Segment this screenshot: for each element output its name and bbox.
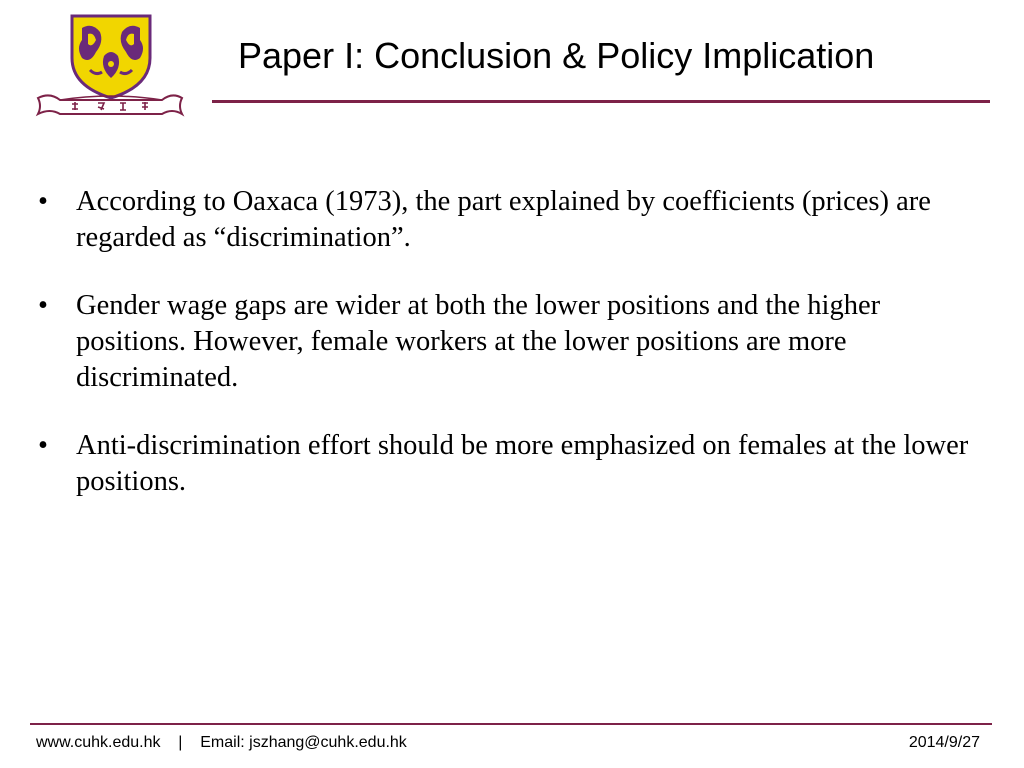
slide-title: Paper I: Conclusion & Policy Implication: [238, 35, 875, 76]
footer-divider: [30, 723, 992, 725]
bullet-list: [38, 184, 988, 532]
bullet-item: [38, 428, 988, 500]
footer-contact: [36, 733, 407, 753]
website-link[interactable]: www.cuhk.edu.hk: [36, 734, 161, 751]
footer-date: 2014/9/27: [908, 734, 980, 751]
cuhk-crest-icon: [32, 12, 188, 122]
bullet-icon: •: [38, 430, 48, 461]
footer-email[interactable]: Email: jszhang@cuhk.edu.hk: [200, 734, 407, 751]
bullet-icon: •: [38, 186, 48, 217]
bullet-item: [38, 184, 988, 256]
bullet-icon: •: [38, 290, 48, 321]
bullet-text: According to Oaxaca (1973), the part explained by coefficients (prices) are regarded as “discrimination”.: [76, 186, 931, 253]
title-divider: [212, 100, 990, 103]
bullet-item: [38, 288, 988, 396]
bullet-text: Anti-discrimination effort should be more emphasized on females at the lower positions.: [76, 430, 969, 497]
bullet-text: Gender wage gaps are wider at both the lower positions and the higher positions. However, female workers at the lower positions are more discriminated.: [76, 290, 881, 393]
footer-separator: |: [178, 734, 183, 751]
